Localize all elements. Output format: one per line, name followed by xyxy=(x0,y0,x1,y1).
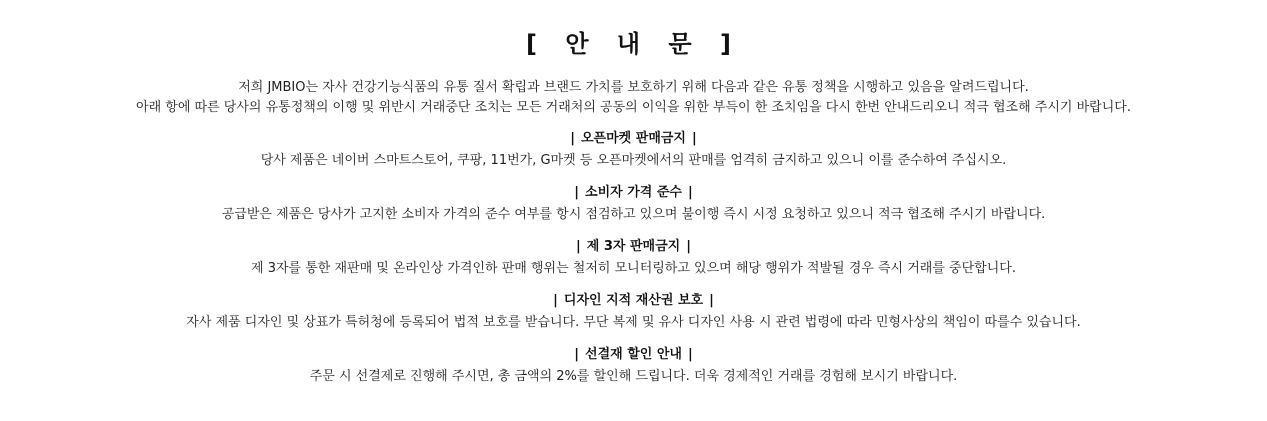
divider-glyph: | xyxy=(574,185,580,200)
section-heading xyxy=(0,182,1267,204)
section-heading xyxy=(0,344,1267,366)
divider-glyph: | xyxy=(692,131,697,146)
section-body: 자사 제품 디자인 및 상표가 특허청에 등록되어 법적 보호를 받습니다. 무단 복제 및 유사 디자인 사용 시 관련 법령에 따라 민형사상의 책임이 따를수 있습니다. xyxy=(186,315,1081,330)
divider-glyph: | xyxy=(570,131,575,146)
section-heading xyxy=(0,236,1267,258)
intro-line: 저희 JMBIO는 자사 건강기능식품의 유통 질서 확립과 브랜드 가치를 보호하기 위해 다음과 같은 유통 정책을 시행하고 있음을 알려드립니다. xyxy=(238,80,1029,95)
section-open-market xyxy=(0,128,1267,172)
section-heading-text: 선결재 할인 안내 xyxy=(585,347,682,362)
divider-glyph: | xyxy=(687,347,693,362)
divider-glyph: | xyxy=(553,293,558,308)
section-heading-text: 오픈마켓 판매금지 xyxy=(581,131,686,146)
notice-title: [ 안 내 문 ] xyxy=(526,30,741,58)
section-consumer-price xyxy=(0,182,1267,226)
section-body: 주문 시 선결제로 진행해 주시면, 총 금액의 2%를 할인해 드립니다. 더욱 경제적인 거래를 경험해 보시기 바랍니다. xyxy=(309,369,958,384)
section-heading-text: 디자인 지적 재산권 보호 xyxy=(563,293,704,308)
section-body: 제 3자를 통한 재판매 및 온라인상 가격인하 판매 행위는 철저히 모니터링하고 있으며 해당 행위가 적발될 경우 즉시 거래를 중단합니다. xyxy=(251,261,1016,276)
section-body: 공급받은 제품은 당사가 고지한 소비자 가격의 준수 여부를 항시 점검하고 있으며 불이행 즉시 시정 요청하고 있으니 적극 협조해 주시기 바랍니다. xyxy=(221,207,1046,222)
section-prepay-discount xyxy=(0,344,1267,388)
divider-glyph: | xyxy=(687,185,693,200)
divider-glyph: | xyxy=(576,239,581,254)
section-heading-text: 제 3자 판매금지 xyxy=(586,239,681,254)
section-body: 당사 제품은 네이버 스마트스토어, 쿠팡, 11번가, G마켓 등 오픈마켓에서의 판매를 엄격히 금지하고 있으니 이를 준수하여 주십시오. xyxy=(260,153,1007,168)
intro-paragraph xyxy=(0,78,1267,118)
section-heading xyxy=(0,290,1267,312)
divider-glyph: | xyxy=(686,239,691,254)
section-heading xyxy=(0,128,1267,150)
divider-glyph: | xyxy=(709,293,714,308)
divider-glyph: | xyxy=(574,347,580,362)
section-design-ip xyxy=(0,290,1267,334)
section-heading-text: 소비자 가격 준수 xyxy=(585,185,682,200)
section-third-party xyxy=(0,236,1267,280)
intro-line: 아래 항에 따른 당사의 유통정책의 이행 및 위반시 거래중단 조치는 모든 거래처의 공동의 이익을 위한 부득이 한 조치임을 다시 한번 안내드리오니 적극 협조해 주시기 바랍니다. xyxy=(136,100,1131,115)
